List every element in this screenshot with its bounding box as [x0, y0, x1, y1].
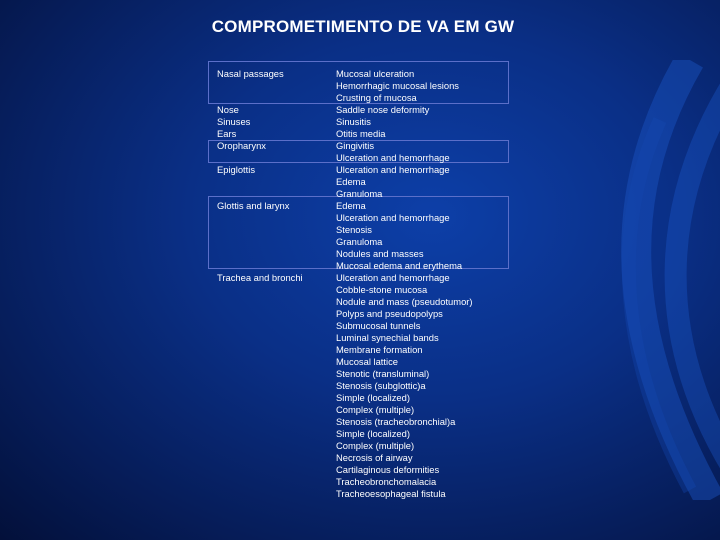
table-row-region: Epiglottis — [217, 164, 256, 175]
slide-title: COMPROMETIMENTO DE VA EM GW — [211, 17, 515, 36]
table-row-region: Glottis and larynx — [217, 200, 290, 211]
background-swoosh — [540, 60, 720, 500]
table-row-region: Nose Sinuses Ears Oropharynx — [217, 104, 266, 151]
table-row-region: Nasal passages — [217, 68, 284, 79]
table-row-findings: Ulceration and hemorrhage Edema Granuloma — [336, 164, 450, 199]
table-row-findings: Edema Ulceration and hemorrhage Stenosis Granuloma Nodules and masses Mucosal edema and erythema — [336, 200, 463, 271]
table-row-findings: Sinusitis Otitis media Gingivitis Ulceration and hemorrhage — [336, 116, 450, 163]
table-row-region: Trachea and bronchi — [217, 272, 303, 283]
table-row-findings: Ulceration and hemorrhage Cobble-stone mucosa Nodule and mass (pseudotumor) Polyps and pseudopolyps Submucosal tunnels Luminal synechial bands Membrane formation Mucosal lattice Stenotic (transluminal) Stenosis (subglottic)a Simple (localized) Complex (multiple) Stenosis (tracheobronchial)a Simple (localized) Complex (multiple) Necrosis of airway Cartilaginous deformities Tracheobronchomalacia Tracheoesophageal fistula — [336, 272, 473, 499]
table-row-findings: Mucosal ulceration Hemorrhagic mucosal lesions Crusting of mucosa Saddle nose deformity — [336, 68, 459, 115]
